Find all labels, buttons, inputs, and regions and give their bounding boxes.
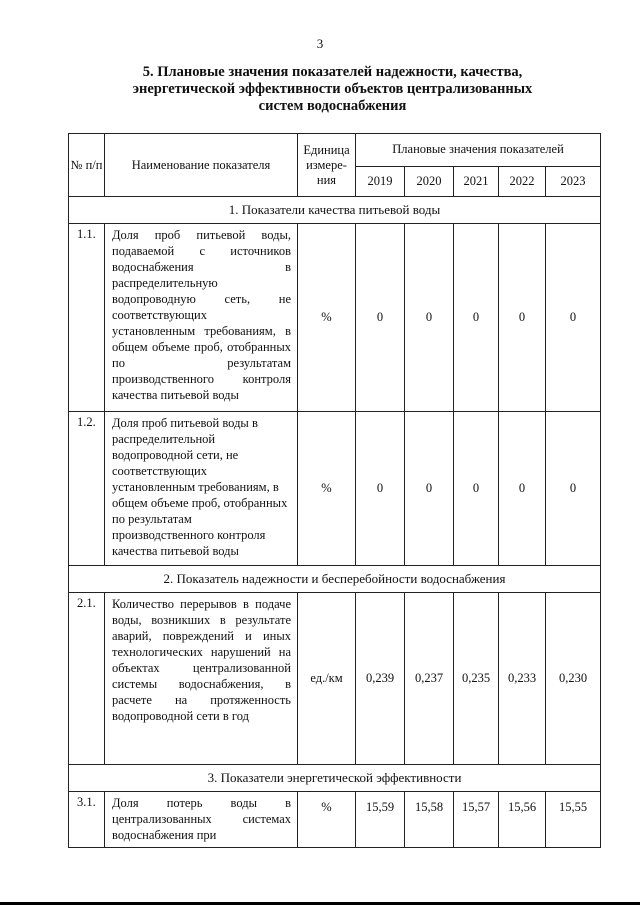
section-row	[69, 765, 601, 792]
heading-line-2: энергетической эффективности объектов централизованных	[132, 81, 533, 97]
page-number: 3	[316, 36, 324, 51]
row-value: 15,56	[499, 792, 546, 848]
row-value: 0	[356, 224, 405, 412]
row-value: 0,237	[405, 593, 454, 765]
header-unit: Единица измере-ния	[298, 134, 356, 197]
row-unit: %	[298, 792, 356, 848]
table-row	[69, 792, 601, 848]
section-title: 3. Показатели энергетической эффективности	[69, 765, 601, 792]
header-num: № п/п	[69, 134, 105, 197]
section-title: 2. Показатель надежности и бесперебойности водоснабжения	[69, 566, 601, 593]
section-title: 1. Показатели качества питьевой воды	[69, 197, 601, 224]
document-heading	[60, 64, 605, 115]
row-value: 0,235	[454, 593, 499, 765]
table-row	[69, 593, 601, 765]
table-row	[69, 224, 601, 412]
header-plan: Плановые значения показателей	[356, 134, 601, 167]
row-value: 15,57	[454, 792, 499, 848]
header-year: 2020	[405, 166, 454, 196]
row-value: 0	[499, 412, 546, 566]
row-value: 0	[356, 412, 405, 566]
header-year: 2022	[499, 166, 546, 196]
row-value: 0,230	[546, 593, 601, 765]
table-row	[69, 412, 601, 566]
row-name: Доля проб питьевой воды в распределительной водопроводной сети, не соответствующих установленным требованиям, в общем объеме проб, отобранных по результатам производственного контроля качества питьевой воды	[105, 412, 298, 566]
row-num: 1.2.	[69, 412, 105, 566]
row-num: 3.1.	[69, 792, 105, 848]
indicators-table	[68, 133, 601, 848]
row-value: 0	[454, 224, 499, 412]
row-value: 0,233	[499, 593, 546, 765]
table-header-row	[69, 134, 601, 167]
row-value: 15,58	[405, 792, 454, 848]
header-year: 2019	[356, 166, 405, 196]
header-year: 2021	[454, 166, 499, 196]
row-value: 15,55	[546, 792, 601, 848]
row-value: 0	[405, 224, 454, 412]
header-year: 2023	[546, 166, 601, 196]
section-row	[69, 197, 601, 224]
row-unit: ед./км	[298, 593, 356, 765]
row-unit: %	[298, 412, 356, 566]
heading-line-1: 5. Плановые значения показателей надежности, качества,	[142, 64, 523, 80]
row-value: 0	[499, 224, 546, 412]
row-unit: %	[298, 224, 356, 412]
row-num: 2.1.	[69, 593, 105, 765]
row-num: 1.1.	[69, 224, 105, 412]
row-value: 0	[546, 224, 601, 412]
row-value: 0	[454, 412, 499, 566]
row-value: 15,59	[356, 792, 405, 848]
row-name: Доля проб питьевой воды, подаваемой с источников водоснабжения в распределительную водопроводную сеть, не соответствующих установленным требованиям, в общем объеме проб, отобранных по результатам производственного контроля качества питьевой воды	[105, 224, 298, 412]
row-name: Количество перерывов в подаче воды, возникших в результате аварий, повреждений и иных технологических нарушений на объектах централизованной системы водоснабжения, в расчете на протяженность водопроводной сети в год	[105, 593, 298, 765]
row-value: 0	[405, 412, 454, 566]
header-name: Наименование показателя	[105, 134, 298, 197]
section-row	[69, 566, 601, 593]
heading-line-3: систем водоснабжения	[258, 98, 407, 114]
row-value: 0	[546, 412, 601, 566]
row-name: Доля потерь воды в централизованных системах водоснабжения при	[105, 792, 298, 848]
row-value: 0,239	[356, 593, 405, 765]
